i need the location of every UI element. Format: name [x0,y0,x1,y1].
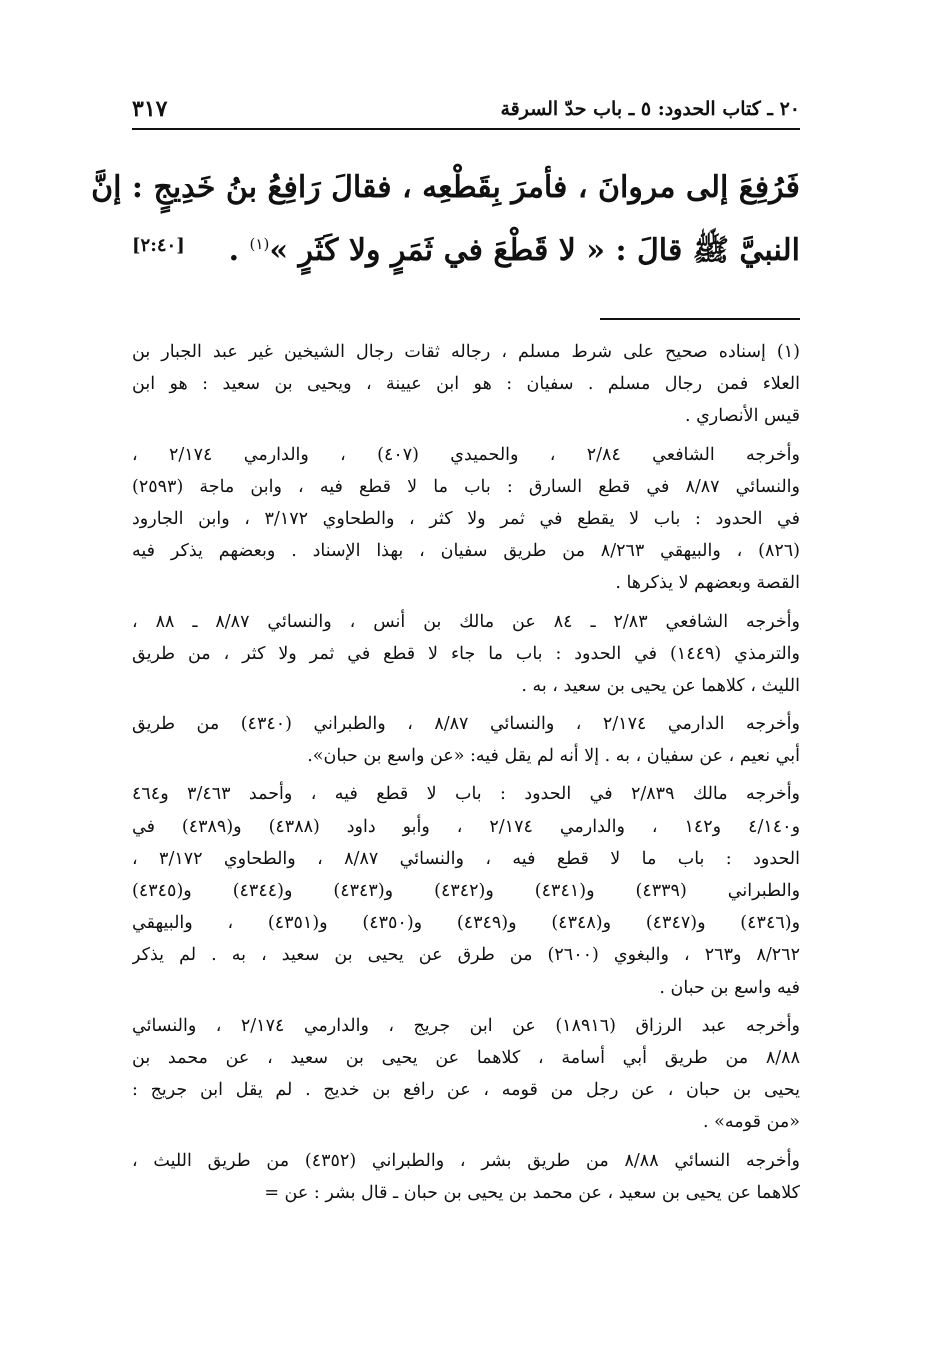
footnote-line: والنسائي ٨/٨٧ في قطع السارق : باب ما لا قطع فيه ، وابن ماجة (٢٥٩٣) [132,476,800,497]
footnote-line: وأخرجه عبد الرزاق (١٨٩١٦) عن ابن جريج ، والدارمي ٢/١٧٤ ، والنسائي [132,1015,800,1036]
sentence-end: . [228,233,250,268]
footnote-line: وأخرجه الشافعي ٢/٨٣ ـ ٨٤ عن مالك بن أنس ، والنسائي ٨/٨٧ ـ ٨٨ ، [132,611,800,632]
footnote-line: أبي نعيم ، عن سفيان ، به . إلا أنه لم يقل فيه: «عن واسع بن حبان». [307,746,800,767]
footnote-line: وأخرجه الشافعي ٢/٨٤ ، والحميدي (٤٠٧) ، والدارمي ٢/١٧٤ ، [132,444,800,465]
footnote-line: كلاهما عن يحيى بن سعيد ، عن محمد بن يحيى بن حبان ـ قال بشر : عن = [264,1182,800,1203]
footnote-line: الحدود : باب ما لا قطع فيه ، والنسائي ٨/٨٧ ، والطحاوي ٣/١٧٢ ، [132,848,800,869]
footnotes [132,336,800,1209]
footnote-line: ٨/٢٦٢ و٢٦٣ ، والبغوي (٢٦٠٠) من طرق عن يحيى بن سعيد ، به . لم يذكر [132,945,800,966]
hadith-reference: [٢:٤٠] [132,235,185,256]
footnote-line: وأخرجه مالك ٢/٨٣٩ في الحدود : باب لا قطع فيه ، وأحمد ٣/٤٦٣ و٤٦٤ [132,784,800,805]
footnote-line: ٨/٨٨ من طريق أبي أسامة ، كلاهما عن يحيى بن سعيد ، عن محمد بن [132,1047,800,1068]
footnote-line: وأخرجه الدارمي ٢/١٧٤ ، والنسائي ٨/٨٧ ، والطبراني (٤٣٤٠) من طريق [132,714,800,735]
footnote-line: الليث ، كلاهما عن يحيى بن سعيد ، به . [521,675,800,696]
footnote-line: وأخرجه النسائي ٨/٨٨ من طريق بشر ، والطبراني (٤٣٥٢) من طريق الليث ، [132,1150,800,1171]
footnote-line: «من قومه» . [703,1112,800,1133]
footnote-line: (١) إسناده صحيح على شرط مسلم ، رجاله ثقات رجال الشيخين غير عبد الجبار بن [132,342,800,362]
footnote-line: فيه واسع بن حبان . [659,977,800,998]
hadith-text: النبيَّ ﷺ قالَ : « لا قَطْعَ في ثَمَرٍ ولا كَثَرٍ » [269,233,800,268]
footnote-line: (٨٢٦) ، والبيهقي ٨/٢٦٣ من طريق سفيان ، بهذا الإسناد . وبعضهم يذكر فيه [132,541,800,562]
footnote-line: و٤/١٤٠ و١٤٢ ، والدارمي ٢/١٧٤ ، وأبو داود (٤٣٨٨) و(٤٣٨٩) في [132,816,800,837]
footnote-line: يحيى بن حبان ، عن رجل من قومه ، عن رافع بن خديج . لم يقل ابن جريج : [132,1080,800,1101]
page-number: ٣١٧ [132,96,168,122]
main-text-line [132,216,800,272]
main-text-segment [229,216,800,279]
footnote-paragraph [132,1145,800,1209]
footnote-line: العلاء فمن رجال مسلم . سفيان : هو ابن عيينة ، ويحيى بن سعيد : هو ابن [132,374,800,395]
footnote-line: في الحدود : باب لا يقطع في ثمر ولا كثر ، والطحاوي ٣/١٧٢ ، وابن الجارود [132,508,800,529]
footnote-marker: (١) [249,235,270,253]
footnote-paragraph [132,439,800,600]
footnote-line: و(٤٣٤٦) و(٤٣٤٧) و(٤٣٤٨) و(٤٣٤٩) و(٤٣٥٠) و(٤٣٥١) ، والبيهقي [132,913,800,934]
chapter-title: ٢٠ ـ كتاب الحدود: ٥ ـ باب حدّ السرقة [500,98,800,120]
footnote-line: القصة وبعضهم لا يذكرها . [615,573,800,594]
footnote-paragraph [132,606,800,703]
running-header [132,94,800,130]
footnote-paragraph [132,336,800,433]
footnote-paragraph [132,778,800,1003]
footnote-paragraph [132,708,800,772]
main-text-line: فَرُفِعَ إلى مروانَ ، فأمرَ بِقَطْعِه ، فقالَ رَافِعُ بنُ خَدِيجٍ : إنَّ [91,170,800,205]
footnote-line: والطبراني (٤٣٣٩) و(٤٣٤١) و(٤٣٤٢) و(٤٣٤٣) و(٤٣٤٤) و(٤٣٤٥) [132,881,800,901]
footnote-divider [600,318,800,320]
footnote-paragraph [132,1010,800,1139]
footnote-line: والترمذي (١٤٤٩) في الحدود : باب ما جاء لا قطع في ثمر ولا كثر ، من طريق [132,643,800,664]
main-hadith-text [91,160,800,272]
footnote-line: قيس الأنصاري . [684,406,800,427]
